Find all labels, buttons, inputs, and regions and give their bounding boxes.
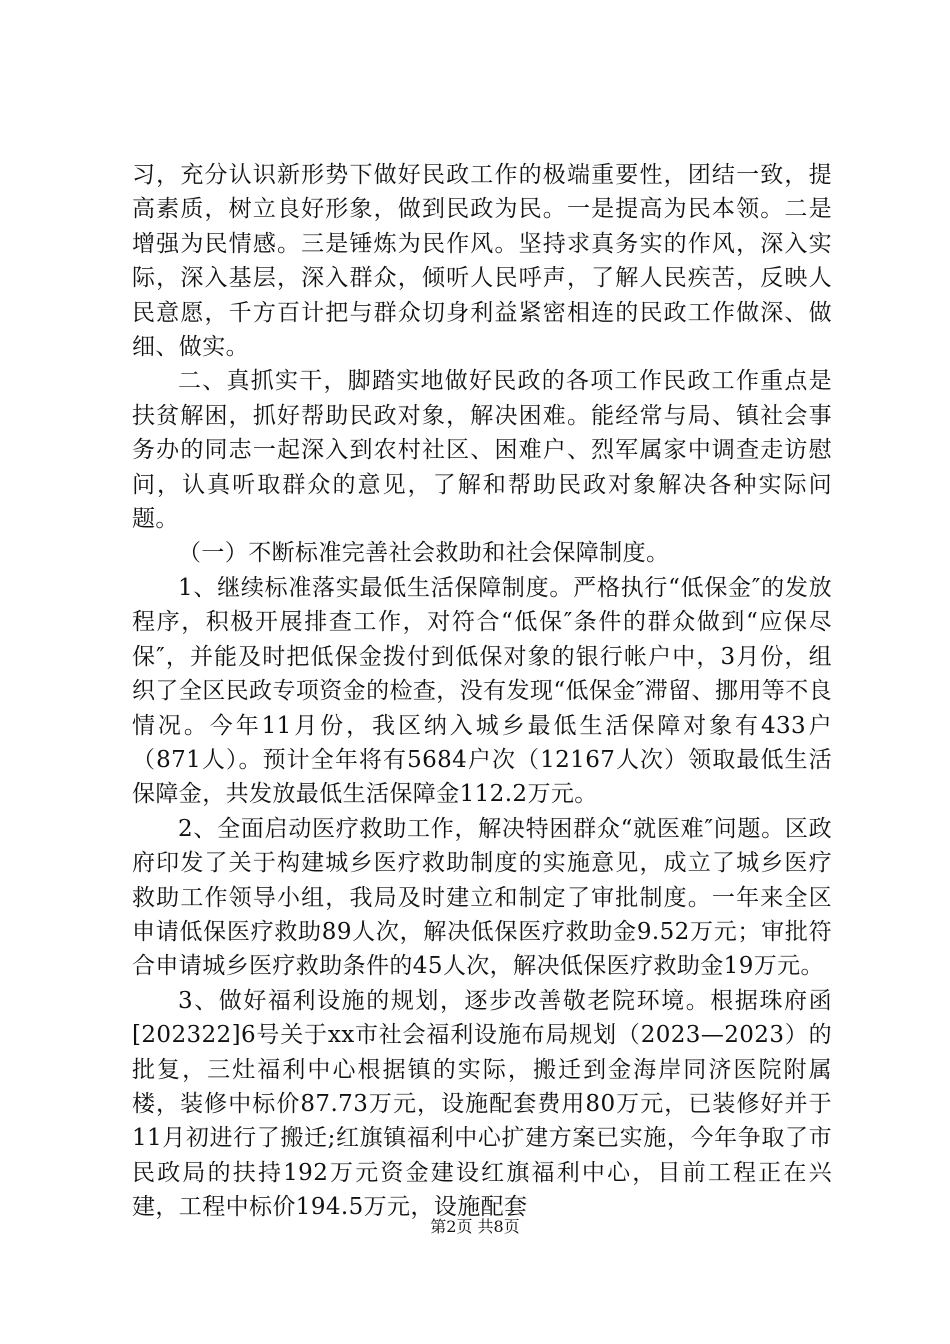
subsection-heading: （一）不断标准完善社会救助和社会保障制度。 xyxy=(178,540,670,567)
paragraph-continuation: 习，充分认识新形势下做好民政工作的极端重要性，团结一致，提高素质，树立良好形象，做到民政为民。一是提高为民本领。二是增强为民情感。三是锤炼为民作风。坚持求真务实的作风，深入实际，深入基层，深入群众，倾听人民呼声，了解人民疾苦，反映人民意愿，千方百计把与群众切身利益紧密相连的民政工作做深、做细、做实。 xyxy=(132,162,832,361)
page-number: 第2页 共8页 xyxy=(430,1217,520,1236)
document-body xyxy=(132,158,832,1225)
paragraph-item-1: 1、继续标准落实最低生活保障制度。严格执行“低保金″的发放程序，积极开展排查工作，对符合“低保″条件的群众做到“应保尽保″，并能及时把低保金拨付到低保对象的银行帐户中，3月份，组织了全区民政专项资金的检查，没有发现“低保金″滞留、挪用等不良情况。今年11月份，我区纳入城乡最低生活保障对象有433户（871人）。预计全年将有5684户次（12167人次）领取最低生活保障金，共发放最低生活保障金112.2万元。 xyxy=(132,574,832,808)
page-footer xyxy=(0,1214,950,1237)
paragraph-section-two: 二、真抓实干，脚踏实地做好民政的各项工作民政工作重点是扶贫解困，抓好帮助民政对象，解决困难。能经常与局、镇社会事务办的同志一起深入到农村社区、困难户、烈军属家中调查走访慰问，认真听取群众的意见，了解和帮助民政对象解决各种实际问题。 xyxy=(132,368,832,533)
paragraph-item-2: 2、全面启动医疗救助工作，解决特困群众“就医难″问题。区政府印发了关于构建城乡医疗救助制度的实施意见，成立了城乡医疗救助工作领导小组，我局及时建立和制定了审批制度。一年来全区申请低保医疗救助89人次，解决低保医疗救助金9.52万元；审批符合申请城乡医疗救助条件的45人次，解决低保医疗救助金19万元。 xyxy=(132,815,832,980)
paragraph-item-3: 3、做好福利设施的规划，逐步改善敬老院环境。根据珠府函[202322]6号关于xx市社会福利设施布局规划（2023—2023）的批复，三灶福利中心根据镇的实际，搬迁到金海岸同济医院附属楼，装修中标价87.73万元，设施配套费用80万元，已装修好并于11月初进行了搬迁;红旗镇福利中心扩建方案已实施，今年争取了市民政局的扶持192万元资金建设红旗福利中心，目前工程正在兴建，工程中标价194.5万元，设施配套 xyxy=(132,987,832,1221)
